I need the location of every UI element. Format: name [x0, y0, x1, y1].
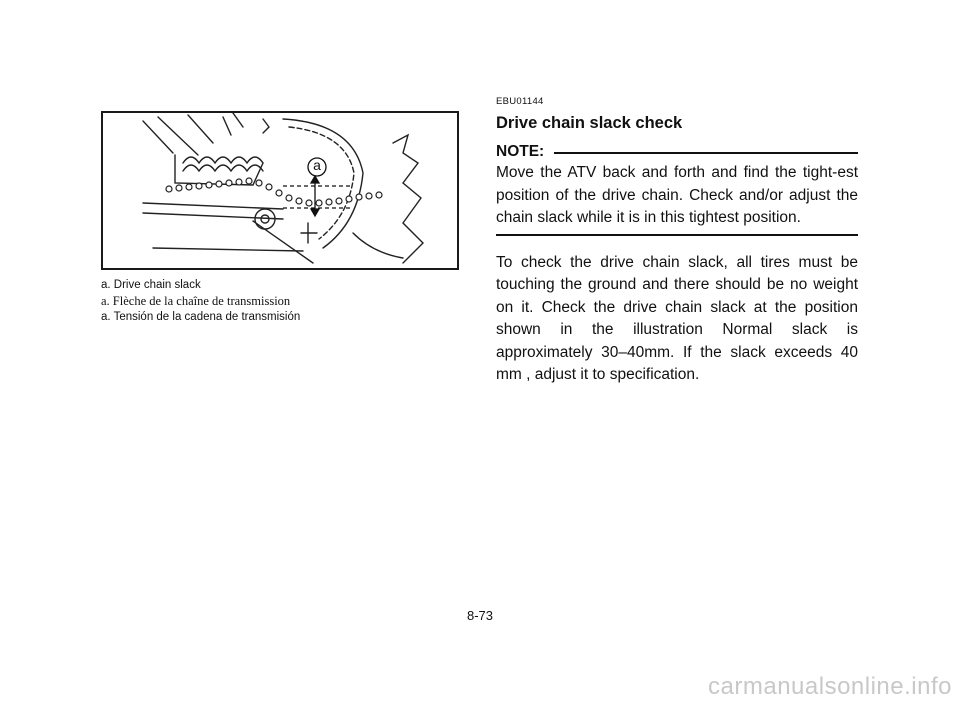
body-paragraph: To check the drive chain slack, all tires must be touching the ground and there should be no weight on it. Check the drive chain slack at the position shown in the illustration Normal slack is approximately 30–40mm. If the slack exceeds 40 mm , adjust it to specification.	[496, 253, 858, 383]
figure-captions	[101, 277, 481, 325]
note-rule	[554, 143, 858, 154]
chain-line-drawing	[103, 113, 457, 268]
caption-english: a. Drive chain slack	[101, 279, 201, 291]
note-text: Move the ATV back and forth and find the tight-est position of the drive chain. Check and/or adjust the chain slack while it is in this tightest position.	[496, 162, 858, 236]
section-column	[496, 96, 858, 387]
caption-french: a. Flèche de la chaîne de transmission	[101, 294, 291, 308]
drive-chain-illustration	[101, 111, 459, 270]
caption-spanish: a. Tensión de la cadena de transmisión	[101, 311, 301, 323]
note-header	[496, 139, 858, 161]
section-code: EBU01144	[496, 96, 544, 107]
note-label: NOTE:	[496, 143, 545, 160]
watermark: carmanualsonline.info	[708, 673, 952, 700]
callout-label-a: a	[313, 157, 321, 173]
section-title: Drive chain slack check	[496, 114, 683, 132]
page-number: 8-73	[466, 608, 494, 623]
